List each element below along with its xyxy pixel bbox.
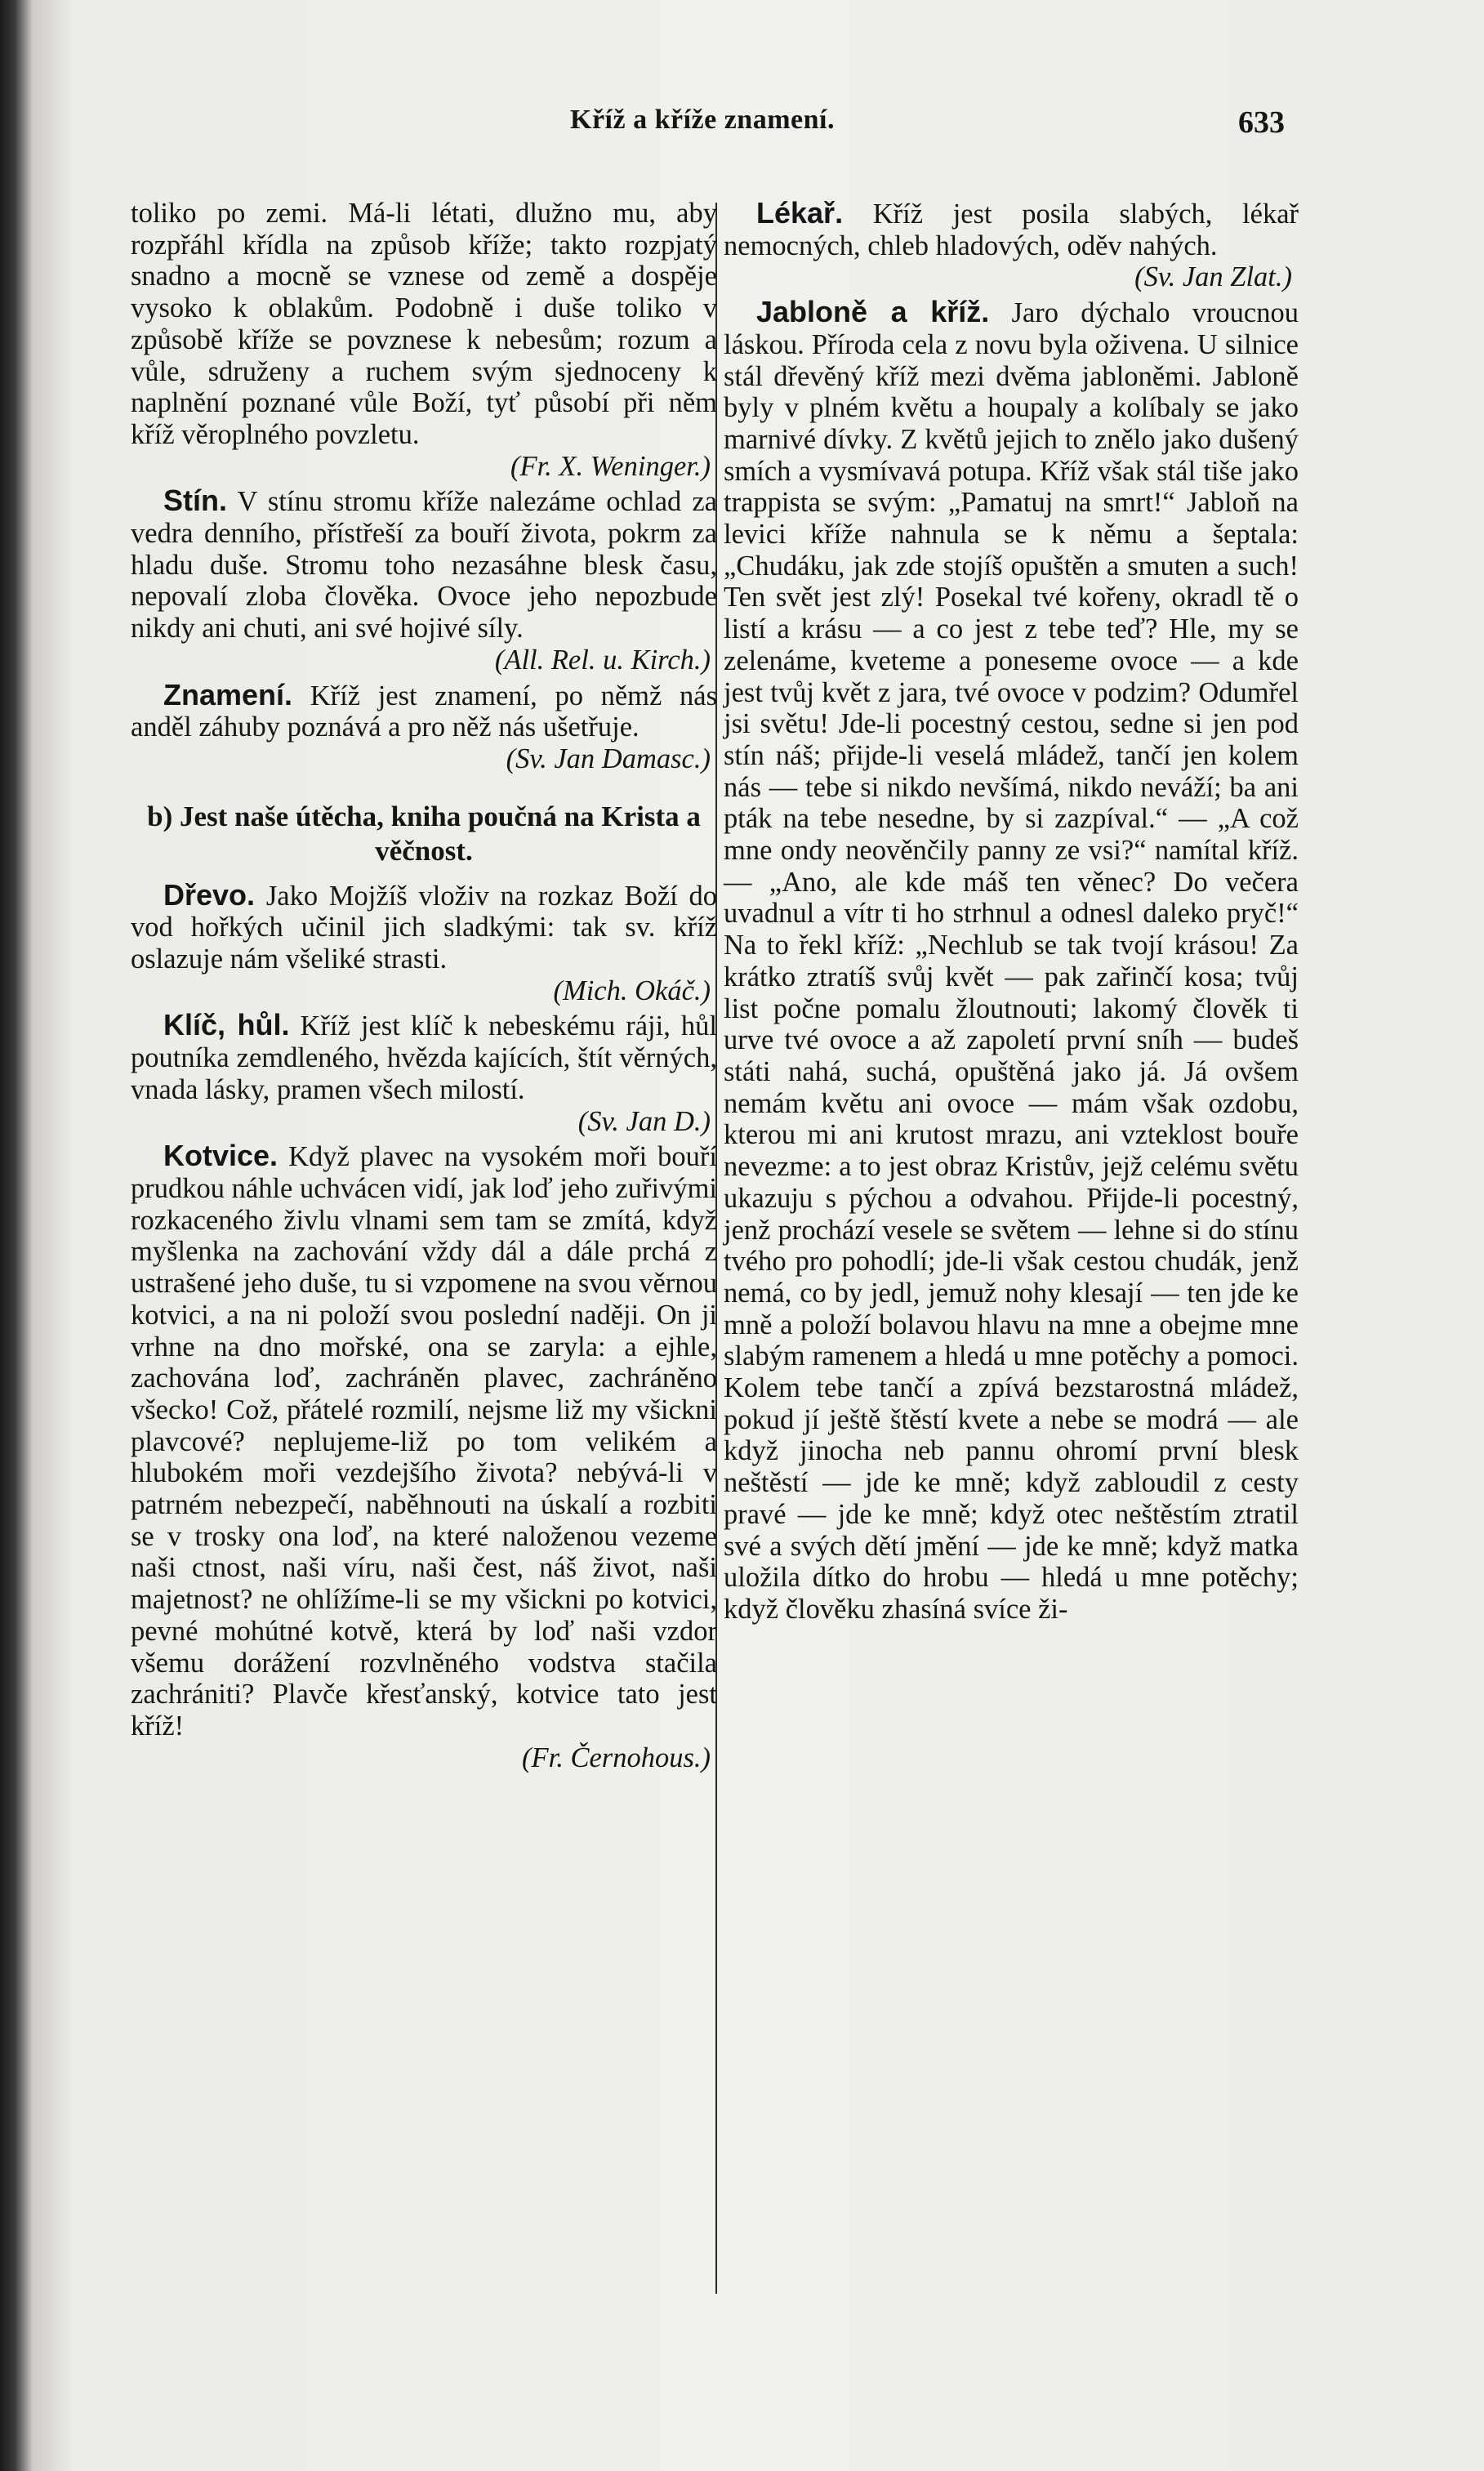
entry-source: (All. Rel. u. Kirch.) <box>494 644 711 676</box>
entry-head: Znamení. <box>163 677 293 711</box>
entry-text: V stínu stromu kříže nalezáme ochlad za vedra denního, přístřeší za bouří života, pokrm za hladu duše. Stromu toho nezasáhne blesk času, nepovalí zloba člověka. Ovoce jeho nepozbude nikdy ani chuti, ani své hojivé síly. <box>131 486 717 645</box>
entry-text: Jaro dýchalo vroucnou láskou. Příroda cela z novu byla oživena. U silnice stál dřevěný kříž mezi dvěma jabloněmi. Jabloně byly v plném květu a houpaly a kolíbaly se jako marnivé dívky. Z květů jejich to znělo jako dušený smích a vysmívavá potupa. Kříž však stál tiše jako trappista se svým: „Pamatuj na smrt!“ Jabloň na levici kříže nahnula se k němu a šeptala: „Chudáku, jak zde stojíš opuštěn a smuten a such! Ten svět jest zlý! Posekal tvé kořeny, okradl tě o listí a krásu — a co jest z tebe teď? Hle, my se zelenáme, kveteme a poneseme ovoce — a kde jest tvůj květ z jara, tvé ovoce v podzim? Odumřel jsi světu! Jde-li pocestný cestou, sedne si jen pod stín náš; přijde-li veselá mládež, tančí jen kolem nás — tebe si nikdo nevšímá, nikdo neváží; ba ani pták na tebe nesedne, by si zazpíval.“ — „A což mne ondy neověnčily panny ze vsi?“ namítal kříž. — „Ano, ale kde máš ten věnec? Do večera uvadnul a vítr ti ho strhnul a odnesl daleko pryč!“ Na to řekl kříž: „Nechlub se tak tvojí krásou! Za krátko ztratíš svůj květ — pak zařinčí kosa; tvůj list počne pomalu žloutnouti; lakomý člověk ti urve tvé ovoce a až zapoletí první sníh — budeš státi nahá, suchá, opuštěná jako já. Já ovšem nemám květu ani ovoce — mám však ozdobu, kterou mi ani krutost mrazu, ani vzteklost bouře nevezme: a to jest obraz Kristův, jejž celému světu ukazuju s pýchou a odvahou. Přijde-li pocestný, jenž prochází vesele se světem — lehne si do stínu tvého pro pohodlí; jde-li však cestou chudák, jenž nemá, co by jedl, jemuž nohy klesají — ten jde ke mně a položí bolavou hlavu na mne a obejme mne slabým ramenem a hledá u mne potěchy a pomoci. Kolem tebe tančí a zpívá bezstarostná mládež, pokud jí ještě štěstí kvete a nebe se modrá — ale když jinocha neb pannu ohromí první blesk neštěstí — jde ke mně; když zabloudil z cesty pravé — jde ke mně; když otec neštěstím ztratil své a svých dětí jmění — jde ke mně; když matka uložila dítko do hrobu — hledá u mne potěchy; když člověku zhasíná svíce ži- <box>724 297 1299 1625</box>
entry-jablone <box>724 297 1299 1626</box>
entry-head: Kotvice. <box>163 1139 279 1173</box>
entry-text: Když plavec na vysokém moři bouří prudkou náhle uchvácen vidí, jak loď jeho zuřivými rozkaceného živlu vlnami sem tam se zmítá, když myšlenka na zachování vždy dál a dále prchá z ustrašené jeho duše, tu si vzpomene na svou věrnou kotvici, a na ni položí svou poslední naději. On ji vrhne na dno mořské, ona se zaryla: a ejhle, zachována loď, zachráněn plavec, zachráněno všecko! Což, přátelé rozmilí, nejsme liž my všickni plavcové? neplujeme-liž po tom velikém a hlubokém moři vezdejšího života? nebývá-li v patrném nebezpečí, naběhnouti na úskalí a rozbiti se v trosky ona loď, na které naloženou vezeme naši ctnost, naši víru, naši čest, náš život, naši majetnost? ne ohlížíme-li se my všickni po kotvici, pevné mohútné kotvě, která by loď naši vzdor všemu dorážení rozvlněného vodstva stačila zachrániti? Plavče křesťanský, kotvice tato jest kříž! <box>131 1141 717 1742</box>
entry-stin <box>131 485 717 676</box>
page-number: 633 <box>1238 105 1285 140</box>
entry-source: (Fr. X. Weninger.) <box>510 450 711 482</box>
page-header <box>0 105 1484 154</box>
entry-kotvice <box>131 1140 717 1773</box>
entry-source: (Mich. Okáč.) <box>553 975 711 1006</box>
entry-drevo <box>131 877 718 1007</box>
right-column <box>724 198 1299 1629</box>
left-column <box>131 198 717 1777</box>
entry-znameni <box>131 677 717 775</box>
entry-klic <box>131 1010 717 1137</box>
entry-head: Klíč, hůl. <box>163 1008 290 1042</box>
entry-source: (Sv. Jan D.) <box>577 1105 711 1137</box>
entry-lekar <box>724 198 1299 293</box>
entry-source: (Sv. Jan Damasc.) <box>506 743 711 774</box>
entry-source: (Fr. Černohous.) <box>522 1742 711 1773</box>
entry-text: Kříž jest posila slabých, lékař nemocných, chleb hladových, oděv nahých. <box>724 198 1299 261</box>
running-title: Kříž a kříže znamení. <box>570 105 835 135</box>
entry-text: Kříž jest znamení, po němž nás anděl záhuby poznává a pro něž nás ušetřuje. <box>131 680 717 743</box>
entry-head: Stín. <box>163 484 227 518</box>
entry-head: Lékař. <box>756 196 844 230</box>
entry-text: Jako Mojžíš vloživ na rozkaz Boží do vod hořkých učinil jich sladkými: tak sv. kříž oslazuje nám všeliké strasti. <box>131 880 718 975</box>
section-heading: b) Jest naše útěcha, kniha poučná na Krista a věčnost. <box>147 800 701 867</box>
entry-text: Kříž jest klíč k nebeskému ráji, hůl poutníka zemdleného, hvězda kajících, štít věrných, vnada lásky, pramen všech milostí. <box>131 1010 718 1105</box>
continuation-paragraph <box>131 198 717 482</box>
entry-head: Dřevo. <box>163 877 256 912</box>
entry-source: (Sv. Jan Zlat.) <box>1134 261 1292 293</box>
entry-head: Jabloně a kříž. <box>756 295 990 329</box>
continuation-text: toliko po zemi. Má-li létati, dlužno mu, aby rozpřáhl křídla na způsob kříže; takto rozpjatý snadno a mocně se vznese od země a dospěje vysoko k oblakům. Podobně i duše toliko v způsobě kříže se povznese k nebesům; rozum a vůle, sdruženy a ruchem svým sjednoceny k naplnění poznané vůle Boží, tyť působí při něm kříž věroplného povzletu. <box>131 198 717 450</box>
